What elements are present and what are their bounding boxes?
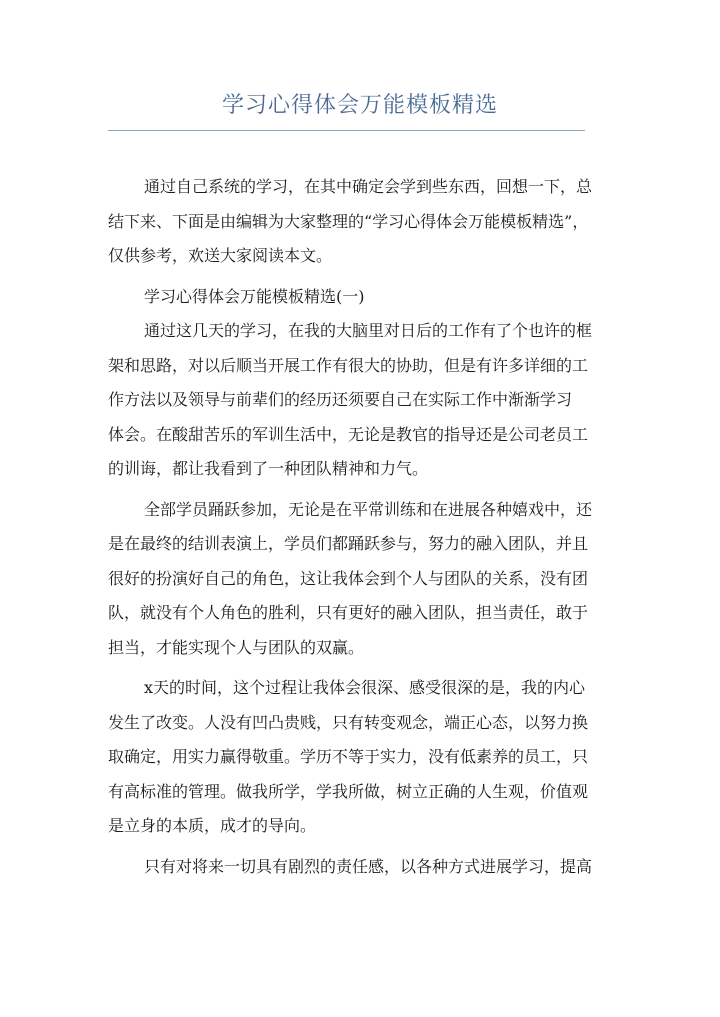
text-line: 是在最终的结训表演上，学员们都踊跃参与，努力的融入团队，并且	[108, 534, 589, 553]
text-line: 作方法以及领导与前辈们的经历还须要自己在实际工作中渐渐学习	[108, 390, 573, 409]
text-line: 的训诲，都让我看到了一种团队精神和力气。	[108, 459, 429, 478]
text-line: 有高标准的管理。做我所学，学我所做，树立正确的人生观，价值观	[108, 781, 589, 801]
text-line: 队，就没有个人角色的胜利，只有更好的融入团队，担当责任，敢于	[108, 603, 589, 622]
section-heading: 学习心得体会万能模板精选(一)	[144, 286, 365, 306]
document-title: 学习心得体会万能模板精选	[221, 93, 498, 118]
paragraph-3	[108, 671, 623, 844]
text-line: 体会。在酸甜苦乐的军训生活中，无论是教官的指导还是公司老员工	[108, 424, 589, 444]
text-line: 全部学员踊跃参加，无论是在平常训练和在进展各种嬉戏中，还	[144, 499, 593, 519]
paragraph-1	[108, 314, 623, 487]
paragraph-4	[108, 850, 623, 885]
document-body	[108, 170, 623, 884]
paragraph-2	[108, 493, 623, 666]
text-line: 取确定，用实力赢得敬重。学历不等于实力，没有低素养的员工，只	[108, 747, 589, 766]
text-line: 只有对将来一切具有剧烈的责任感，以各种方式进展学习，提高	[144, 856, 593, 876]
text-line: 通过这几天的学习，在我的大脑里对日后的工作有了个也许的框	[144, 321, 593, 340]
text-line: 是立身的本质，成才的导向。	[108, 816, 317, 835]
text-line: 结下来、下面是由编辑为大家整理的“学习心得体会万能模板精选”，	[108, 211, 589, 231]
text-line: 仅供参考，欢送大家阅读本文。	[108, 246, 333, 265]
text-line: 架和思路，对以后顺当开展工作有很大的协助，但是有许多详细的工	[108, 355, 589, 375]
title-divider	[108, 130, 585, 131]
text-line: 很好的扮演好自己的角色，这让我体会到个人与团队的关系，没有团	[108, 568, 589, 588]
intro-paragraph	[108, 170, 623, 274]
text-line: x天的时间，这个过程让我体会很深、感受很深的是，我的内心	[144, 678, 586, 697]
text-line: 发生了改变。人没有凹凸贵贱，只有转变观念，端正心态，以努力换	[108, 712, 589, 732]
text-line: 担当，才能实现个人与团队的双赢。	[108, 637, 365, 657]
text-line: 通过自己系统的学习，在其中确定会学到些东西，回想一下，总	[144, 177, 593, 196]
